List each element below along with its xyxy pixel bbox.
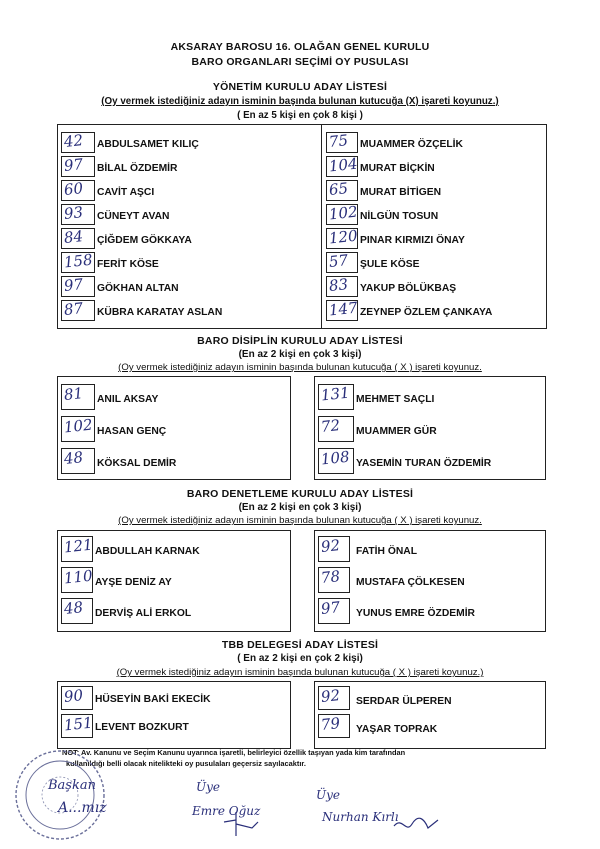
handwritten-vote-count: 84 [63,227,84,247]
handwritten-vote-count: 90 [63,686,84,706]
candidate-name: MUAMMER GÜR [356,426,437,437]
handwritten-vote-count: 131 [320,383,351,405]
candidate-name: MUAMMER ÖZÇELİK [360,139,463,150]
candidate-name: MEHMET SAÇLI [356,394,435,405]
candidate-name: KÖKSAL DEMİR [97,458,177,469]
handwritten-vote-count: 65 [328,179,349,199]
handwritten-vote-count: 92 [320,536,341,556]
candidate-name: FATİH ÖNAL [356,546,418,557]
candidate-name: YAŞAR TOPRAK [356,724,438,735]
ballot-subtitle: BARO ORGANLARI SEÇİMİ OY PUSULASI [191,56,409,68]
candidate-name: YAKUP BÖLÜKBAŞ [360,283,457,294]
section-instruction-denetleme: (Oy vermek istediğiniz adayın isminin başında bulunan kutucuğa ( X ) işareti koyunuz. [118,515,482,526]
ballot-title: AKSARAY BAROSU 16. OLAĞAN GENEL KURULU [170,41,430,53]
section-limits-denetleme: (En az 2 kişi en çok 3 kişi) [238,502,362,513]
section-title-yonetim: YÖNETİM KURULU ADAY LİSTESİ [212,81,388,93]
handwritten-vote-count: 83 [328,275,349,295]
handwritten-vote-count: 87 [63,299,84,319]
candidate-name: LEVENT BOZKURT [95,722,189,733]
candidate-name: MURAT BİÇKİN [360,163,435,174]
signature-chair-name: A...mız [58,800,107,816]
candidate-name: KÜBRA KARATAY ASLAN [97,307,223,318]
candidate-name: NİLGÜN TOSUN [360,211,439,222]
handwritten-vote-count: 121 [63,535,94,557]
handwritten-vote-count: 60 [63,179,84,199]
section-limits-tbb: ( En az 2 kişi en çok 2 kişi) [237,653,363,664]
candidate-name: ABDULSAMET KILIÇ [97,139,199,150]
handwritten-vote-count: 57 [328,251,349,271]
candidate-name: SERDAR ÜLPEREN [356,696,452,707]
handwritten-vote-count: 110 [63,566,94,588]
candidate-name: ZEYNEP ÖZLEM ÇANKAYA [360,307,493,318]
candidate-name: CAVİT AŞCI [97,187,155,198]
signature-member2-role: Üye [316,788,340,802]
candidate-name: PINAR KIRMIZI ÖNAY [360,235,465,246]
footer-note-line2: kullanıldığı belli olacak nitelikteki oy pusulaları geçersiz sayılacaktır. [66,759,306,768]
footer-note-line1: NOT: Av. Kanunu ve Seçim Kanunu uyarınca işaretli, belirleyici özellik taşıyan yada kim tarafından [62,748,406,757]
yonetim-list-box [57,124,547,329]
section-limits-yonetim: ( En az 5 kişi en çok 8 kişi ) [237,110,363,121]
handwritten-vote-count: 102 [63,415,94,437]
candidate-name: ŞULE KÖSE [360,259,420,270]
handwritten-vote-count: 79 [320,714,341,734]
section-limits-disiplin: (En az 2 kişi en çok 3 kişi) [238,349,362,360]
footer-note [62,747,562,769]
candidate-name: YASEMİN TURAN ÖZDEMİR [356,458,492,469]
candidate-name: ÇİĞDEM GÖKKAYA [97,235,192,246]
candidate-name: CÜNEYT AVAN [97,211,170,222]
handwritten-vote-count: 158 [63,250,94,272]
handwritten-vote-count: 151 [63,713,94,735]
handwritten-vote-count: 104 [328,154,359,176]
section-instruction-tbb: (Oy vermek istediğiniz adayın isminin başında bulunan kutucuğa ( X ) işareti koyunuz.) [116,667,484,678]
column-divider [321,125,322,328]
candidate-name: BİLAL ÖZDEMİR [97,163,178,174]
candidate-name: ANIL AKSAY [97,394,159,405]
section-title-denetleme: BARO DENETLEME KURULU ADAY LİSTESİ [186,488,414,500]
section-instruction-yonetim: (Oy vermek istediğiniz adayın isminin başında bulunan kutucuğa (X) işareti koyunuz.) [101,96,499,107]
handwritten-vote-count: 92 [320,686,341,706]
signature-chair-role: Başkan [48,778,96,793]
handwritten-vote-count: 97 [63,155,84,175]
official-stamp-seal [8,745,112,845]
candidate-name: FERİT KÖSE [97,259,159,270]
handwritten-vote-count: 81 [63,384,84,404]
handwritten-vote-count: 93 [63,203,84,223]
signature-member2-scribble [392,812,442,838]
candidate-name: MUSTAFA ÇÖLKESEN [356,577,465,588]
handwritten-vote-count: 48 [63,448,84,468]
candidate-name: AYŞE DENİZ AY [95,577,172,588]
candidate-name: DERVİŞ ALİ ERKOL [95,608,192,619]
handwritten-vote-count: 72 [320,416,341,436]
candidate-name: YUNUS EMRE ÖZDEMİR [356,608,475,619]
handwritten-vote-count: 120 [328,226,359,248]
candidate-name: HASAN GENÇ [97,426,167,437]
candidate-name: HÜSEYİN BAKİ EKECİK [95,694,211,705]
section-title-tbb: TBB DELEGESİ ADAY LİSTESİ [221,639,379,651]
signature-member2-name: Nurhan Kırlı [322,810,399,824]
candidate-name: ABDULLAH KARNAK [95,546,200,557]
section-instruction-disiplin: (Oy vermek istediğiniz adayın isminin başında bulunan kutucuğa ( X ) işareti koyunuz. [118,362,482,373]
candidate-name: GÖKHAN ALTAN [97,283,179,294]
signature-member1-role: Üye [196,780,220,794]
handwritten-vote-count: 147 [328,298,359,320]
handwritten-vote-count: 48 [63,598,84,618]
handwritten-vote-count: 75 [328,131,349,151]
handwritten-vote-count: 102 [328,202,359,224]
handwritten-vote-count: 78 [320,567,341,587]
handwritten-vote-count: 42 [63,131,84,151]
handwritten-vote-count: 108 [320,447,351,469]
section-title-disiplin: BARO DİSİPLİN KURULU ADAY LİSTESİ [197,335,403,347]
handwritten-vote-count: 97 [320,598,341,618]
signature-member1-scribble [222,810,262,840]
signature-member1-name: Emre Oğuz [192,804,261,818]
candidate-name: MURAT BİTİGEN [360,187,442,198]
handwritten-vote-count: 97 [63,275,84,295]
